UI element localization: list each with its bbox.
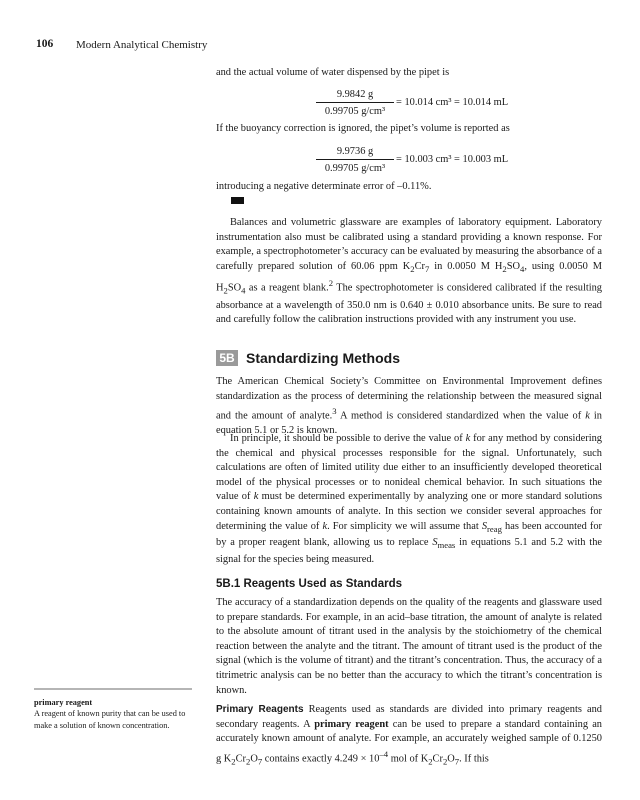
equation-2 bbox=[316, 145, 616, 177]
glossary-term: primary reagent bbox=[34, 698, 93, 707]
equation-2-numerator: 9.9736 g bbox=[316, 145, 394, 160]
reagents-paragraph: The accuracy of a standardization depends on the quality of the reagents and glassware used to prepare standards. For example, in an acid–base titration, the amount of analyte is related to the absolute amount of titrant used in the analysis by the stoichiometry of the chemical reaction between the analyte and the titrant. The amount of titrant used is the product of the signal (which is the volume of titrant) and the titrant’s concentration. Thus, the accuracy of a titrimetric analysis can be no better than the accuracy to which the titrant’s concentration is known. bbox=[216, 597, 602, 696]
running-title: Modern Analytical Chemistry bbox=[76, 39, 208, 51]
equation-1-result: = 10.014 cm³ = 10.014 mL bbox=[396, 97, 509, 108]
subsection-title: 5B.1 Reagents Used as Standards bbox=[216, 578, 402, 590]
section-title: Standardizing Methods bbox=[246, 350, 400, 366]
equation-1 bbox=[316, 88, 616, 120]
derivation-paragraph: In principle, it should be possible to derive the value of k for any method by considering the chemical and physical processes responsible for the signal. Unfortunately, such calculations are often of limited utility due either to an insufficiently developed theoretical model of the physical processes or to nonideal chemical behavior. In such situations the value of k must be determined experimentally by analyzing one or more standard solutions containing known amounts of analyte. In this section we consider several approaches for determining the value of k. For simplicity we will assume that $S_{reag}$ has been accounted for by a proper reagent blank, allowing us to replace $S_{meas}$ in equations 5.1 and 5.2 with the signal for the species being measured. bbox=[216, 433, 603, 565]
intro-line-2: If the buoyancy correction is ignored, the pipet’s volume is reported as bbox=[216, 123, 510, 134]
run-in-heading: Primary Reagents bbox=[216, 704, 304, 715]
equation-2-result: = 10.003 cm³ = 10.003 mL bbox=[396, 154, 509, 165]
footnote-ref-2: 2 bbox=[328, 278, 334, 289]
key-term: primary reagent bbox=[314, 718, 389, 730]
glossary-sidebar bbox=[34, 697, 192, 731]
intro-line-1: and the actual volume of water dispensed by the pipet is bbox=[216, 67, 450, 78]
section-number-badge: 5B bbox=[216, 350, 238, 366]
equation-1-denominator: 0.99705 g/cm³ bbox=[324, 106, 386, 117]
intro-line-3: introducing a negative determinate error of –0.11%. bbox=[216, 181, 432, 192]
standardization-paragraph: The American Chemical Society’s Committee on Environmental Improvement defines standardization as the process of determining the relationship between the measured signal and the amount of analyte.$^3$ A method is considered standardized when the value of k in equation 5.1 or 5.2 is known. bbox=[216, 376, 602, 437]
sidebar-divider bbox=[34, 688, 192, 690]
page-number: 106 bbox=[36, 38, 54, 50]
equation-2-fraction bbox=[316, 145, 394, 176]
end-of-example-marker bbox=[231, 197, 244, 204]
calibration-paragraph: Balances and volumetric glassware are examples of laboratory equipment. Laboratory instrumentation also must be calibrated using a standard providing a known response. For example, a spectrophotometer’s accuracy can be evaluated by measuring the absorbance of a carefully prepared solution of 60.06 ppm $K_2Cr_7$ in 0.0050 M $H_2SO_4$, using 0.0050 M $H_2SO_4$ as a reagent blank.$^2$ The spectrophotometer is considered calibrated if the resulting absorbance at a wavelength of 350.0 nm is 0.640 ± 0.010 absorbance units. Be sure to read and carefully follow the calibration instructions provided with any instrument you use. bbox=[216, 217, 602, 326]
equation-1-fraction bbox=[316, 88, 394, 119]
primary-reagents-paragraph: Primary Reagents Reagents used as standards are divided into primary reagents and secondary reagents. A primary reagent can be used to prepare a standard containing an accurately known amount of analyte. For example, an accurately weighed sample of 0.1250 g $K_2Cr_2O_7$ contains exactly $4.249 \times 10^{-4}$ mol of $K_2Cr_2O_7$. If this bbox=[216, 704, 602, 767]
equation-2-denominator: 0.99705 g/cm³ bbox=[324, 163, 386, 174]
glossary-definition: A reagent of known purity that can be used to make a solution of known concentration. bbox=[34, 709, 186, 730]
equation-1-numerator: 9.9842 g bbox=[316, 88, 394, 103]
footnote-ref-3: 3 bbox=[332, 406, 337, 417]
